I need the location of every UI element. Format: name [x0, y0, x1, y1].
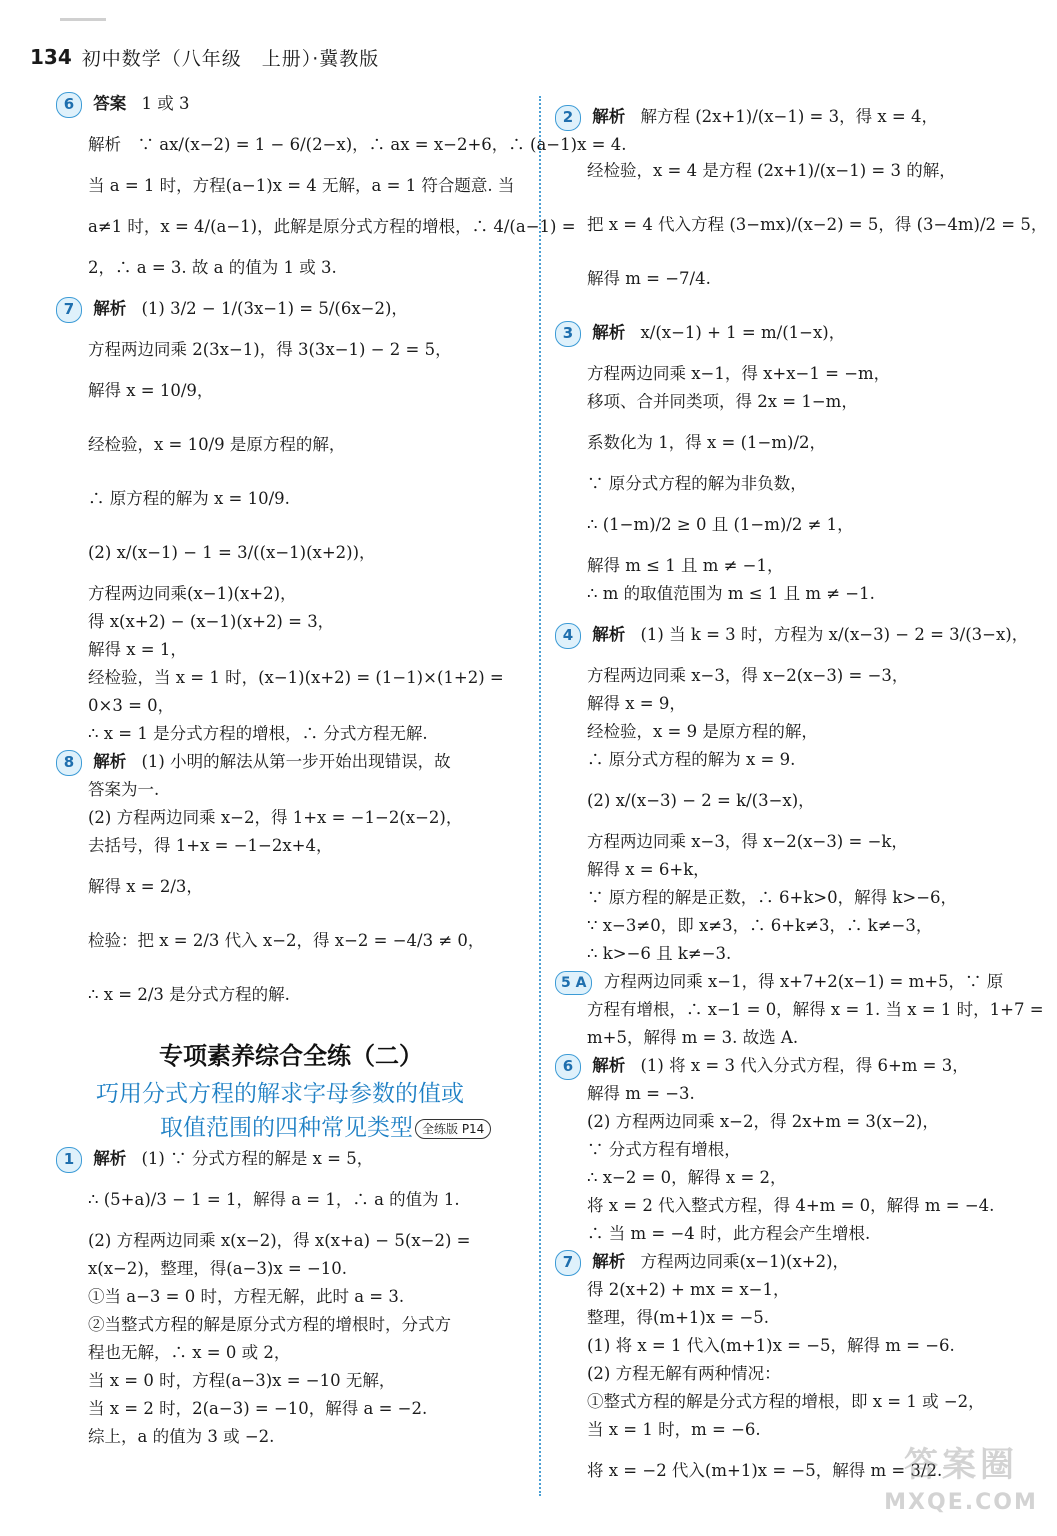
practice-4 [555, 608, 1029, 968]
left-column [56, 90, 627, 1451]
top-decoration [60, 18, 106, 21]
solution-line: (1) 小明的解法从第一步开始出现错误，故 [141, 752, 451, 771]
solution-line: 解得 m ≤ 1 且 m ≠ −1， [587, 556, 784, 575]
practice-1 [56, 1145, 526, 1451]
solution-line: ①当 a−3 = 0 时，方程无解，此时 a = 3. [88, 1287, 405, 1306]
solution-line: 经检验，当 x = 1 时，(x−1)(x+2) = (1−1)×(1+2) = [88, 668, 504, 687]
solution-line: 当 x = 0 时，方程(a−3)x = −10 无解， [88, 1371, 396, 1390]
solution-line: 方程两边同乘 x−1，得 x+7+2(x−1) = m+5，∵ 原 [603, 972, 1004, 991]
question-number-badge: 7 [555, 1250, 581, 1276]
analysis-label: 解析 [93, 1149, 127, 1168]
answer-label: 答案 [93, 94, 127, 113]
solution-line: 0×3 = 0， [88, 696, 175, 715]
solution-line: ∵ 原方程的解是正数，∴ 6+k>0，解得 k>−6， [587, 888, 958, 907]
solution-line: ②当整式方程的解是原分式方程的增根时，分式方 [88, 1315, 451, 1334]
question-number-badge: 8 [56, 750, 82, 776]
solution-line: 经检验，x = 10/9 是原方程的解， [88, 435, 346, 454]
question-number-badge: 6 [56, 92, 82, 118]
solution-line: 方程两边同乘(x−1)(x+2)， [640, 1252, 850, 1271]
section-subtitle-line2 [56, 1111, 526, 1145]
analysis-label: 解析 [592, 1252, 626, 1271]
solution-line: 方程两边同乘 2(3x−1)，得 3(3x−1) − 2 = 5， [88, 340, 452, 359]
column-divider [539, 96, 541, 1496]
question-8 [56, 748, 526, 1022]
solution-line: 方程两边同乘 x−1，得 x+x−1 = −m， [587, 364, 891, 383]
solution-line: ∴ x = 2/3 是分式方程的解. [88, 985, 290, 1004]
solution-line: 方程两边同乘 x−3，得 x−2(x−3) = −k， [587, 832, 908, 851]
solution-line: (1) 将 x = 1 代入(m+1)x = −5，解得 m = −6. [587, 1336, 955, 1355]
solution-line: 经检验，x = 4 是方程 (2x+1)/(x−1) = 3 的解， [587, 161, 956, 180]
solution-line: ∴ (5+a)/3 − 1 = 1，解得 a = 1，∴ a 的值为 1. [88, 1190, 460, 1209]
solution-line: (1) 3/2 − 1/(3x−1) = 5/(6x−2)， [141, 299, 408, 318]
question-number-badge: 6 [555, 1054, 581, 1080]
solution-line: 方程两边同乘(x−1)(x+2)， [88, 584, 297, 603]
section-subtitle: 巧用分式方程的解求字母参数的值或 [96, 1081, 464, 1107]
solution-line: 程也无解，∴ x = 0 或 2， [88, 1343, 291, 1362]
solution-line: ∴ k>−6 且 k≠−3. [587, 944, 732, 963]
solution-line: 解得 m = −3. [587, 1084, 695, 1103]
solution-line: (2) x/(x−1) − 1 = 3/((x−1)(x+2))， [88, 543, 376, 562]
solution-line: 经检验，x = 9 是原方程的解， [587, 722, 818, 741]
solution-line: 解得 x = 1， [88, 640, 187, 659]
solution-line: 2，∴ a = 3. 故 a 的值为 1 或 3. [88, 258, 337, 277]
solution-line: 综上，a 的值为 3 或 −2. [88, 1427, 275, 1446]
answer-text: 1 或 3 [141, 94, 190, 113]
analysis-label: 解析 [93, 299, 127, 318]
question-number-badge: 2 [555, 105, 581, 131]
solution-line: ∴ 原方程的解为 x = 10/9. [88, 489, 290, 508]
solution-line: 解析 ∵ ax/(x−2) = 1 − 6/(2−x)，∴ ax = x−2+6，∴ (a−1)x = 4. [88, 135, 627, 154]
solution-line: (1) ∵ 分式方程的解是 x = 5， [141, 1149, 374, 1168]
solution-line: 方程有增根，∴ x−1 = 0，解得 x = 1. 当 x = 1 时，1+7 = [587, 1000, 1044, 1019]
solution-line: ∴ x = 1 是分式方程的增根，∴ 分式方程无解. [88, 724, 428, 743]
solution-line: ∵ 分式方程有增根， [587, 1140, 741, 1159]
solution-line: (2) 方程两边同乘 x−2，得 2x+m = 3(x−2)， [587, 1112, 939, 1131]
solution-line: 解得 x = 10/9， [88, 381, 214, 400]
section-subtitle-text: 取值范围的四种常见类型 [160, 1115, 413, 1141]
solution-line: 答案为一. [88, 780, 160, 799]
solution-line: a≠1 时，x = 4/(a−1)，此解是原分式方程的增根，∴ 4/(a−1) = [88, 217, 576, 236]
question-number-badge: 1 [56, 1147, 82, 1173]
analysis-label: 解析 [93, 752, 127, 771]
practice-6 [555, 1052, 1025, 1248]
solution-line: 系数化为 1，得 x = (1−m)/2， [587, 433, 827, 452]
question-7 [56, 282, 526, 748]
solution-line: 检验：把 x = 2/3 代入 x−2，得 x−2 = −4/3 ≠ 0， [88, 931, 485, 950]
solution-line: x/(x−1) + 1 = m/(1−x)， [640, 323, 846, 342]
solution-line: (1) 当 k = 3 时，方程为 x/(x−3) − 2 = 3/(3−x)， [640, 625, 1029, 644]
analysis-label: 解析 [592, 323, 626, 342]
solution-line: (1) 将 x = 3 代入分式方程，得 6+m = 3， [640, 1056, 969, 1075]
solution-line: x(x−2)，整理，得(a−3)x = −10. [88, 1259, 348, 1278]
question-number-badge: 3 [555, 321, 581, 347]
solution-line: 解得 x = 2/3， [88, 877, 203, 896]
question-6 [56, 90, 627, 282]
solution-line: ∵ x−3≠0，即 x≠3，∴ 6+k≠3，∴ k≠−3， [587, 916, 933, 935]
section-title: 专项素养综合全练（二） [159, 1042, 423, 1070]
solution-line: ∴ (1−m)/2 ≥ 0 且 (1−m)/2 ≠ 1， [587, 515, 854, 534]
solution-line: 解得 x = 9， [587, 694, 686, 713]
solution-line: 整理，得(m+1)x = −5. [587, 1308, 770, 1327]
analysis-label: 解析 [592, 107, 626, 126]
solution-line: (2) 方程无解有两种情况： [587, 1364, 781, 1383]
page-reference-tag: 全练版 P14 [415, 1119, 491, 1139]
right-column [555, 90, 1048, 1498]
watermark-url: MXQE.COM [884, 1490, 1038, 1515]
site-watermark [876, 1442, 1046, 1532]
solution-line: 解得 x = 6+k， [587, 860, 710, 879]
solution-line: 将 x = −2 代入(m+1)x = −5，解得 m = 3/2. [587, 1461, 943, 1480]
solution-line: 得 2(x+2) + mx = x−1， [587, 1280, 790, 1299]
solution-line: 解得 m = −7/4. [587, 269, 711, 288]
page-number: 134 [30, 45, 72, 69]
analysis-label: 解析 [592, 625, 626, 644]
practice-2 [555, 90, 1048, 306]
solution-line: (2) x/(x−3) − 2 = k/(3−x)， [587, 791, 815, 810]
solution-line: (2) 方程两边同乘 x−2，得 1+x = −1−2(x−2)， [88, 808, 463, 827]
section-heading [56, 1036, 526, 1145]
solution-line: ∴ 原分式方程的解为 x = 9. [587, 750, 796, 769]
solution-line: 将 x = 2 代入整式方程，得 4+m = 0，解得 m = −4. [587, 1196, 995, 1215]
solution-line: 当 a = 1 时，方程(a−1)x = 4 无解，a = 1 符合题意. 当 [88, 176, 515, 195]
solution-line: 得 x(x+2) − (x−1)(x+2) = 3， [88, 612, 335, 631]
solution-line: ∴ 当 m = −4 时，此方程会产生增根. [587, 1224, 871, 1243]
page-header [30, 40, 379, 74]
practice-5 [555, 968, 1044, 1052]
solution-line: ①整式方程的解是分式方程的增根，即 x = 1 或 −2， [587, 1392, 985, 1411]
solution-line: 解方程 (2x+1)/(x−1) = 3，得 x = 4， [640, 107, 938, 126]
solution-line: ∴ m 的取值范围为 m ≤ 1 且 m ≠ −1. [587, 584, 875, 603]
solution-line: 移项、合并同类项，得 2x = 1−m， [587, 392, 858, 411]
solution-line: ∴ x−2 = 0，解得 x = 2， [587, 1168, 787, 1187]
solution-line: 把 x = 4 代入方程 (3−mx)/(x−2) = 5，得 (3−4m)/2 = 5， [587, 215, 1048, 234]
solution-line: m+5，解得 m = 3. 故选 A. [587, 1028, 799, 1047]
watermark-logo-text: 答案圈 [904, 1445, 1018, 1485]
solution-line: (2) 方程两边同乘 x(x−2)，得 x(x+a) − 5(x−2) = [88, 1231, 471, 1250]
question-number-badge: 4 [555, 623, 581, 649]
solution-line: 当 x = 2 时，2(a−3) = −10，解得 a = −2. [88, 1399, 428, 1418]
question-number-badge: 7 [56, 297, 82, 323]
analysis-label: 解析 [592, 1056, 626, 1075]
solution-line: ∵ 原分式方程的解为非负数， [587, 474, 807, 493]
solution-line: 方程两边同乘 x−3，得 x−2(x−3) = −3， [587, 666, 909, 685]
question-number-badge: 5 A [555, 971, 592, 995]
book-title: 初中数学（八年级 上册）·冀教版 [81, 47, 380, 70]
solution-line: 当 x = 1 时，m = −6. [587, 1420, 761, 1439]
solution-line: 去括号，得 1+x = −1−2x+4， [88, 836, 333, 855]
practice-3 [555, 306, 1025, 608]
